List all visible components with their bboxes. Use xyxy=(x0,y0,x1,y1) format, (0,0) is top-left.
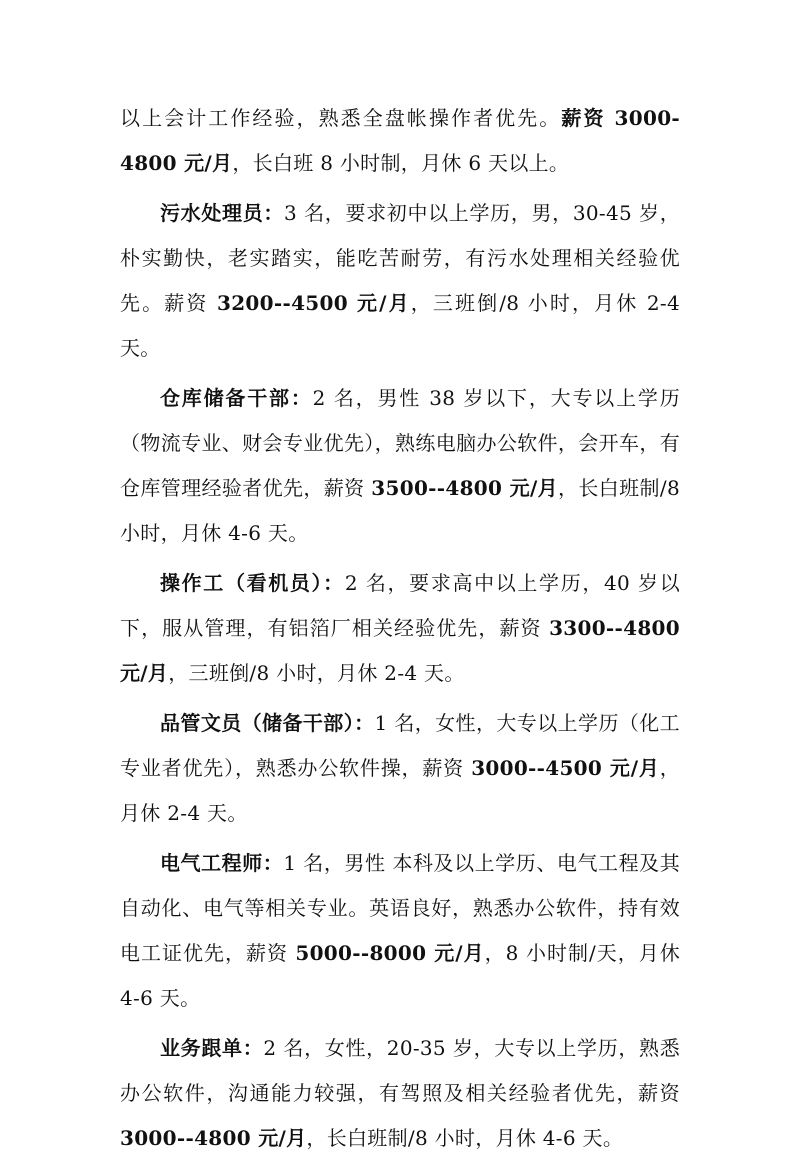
job-requirements: 1 名，女性，大专以上学历（化工专业者优先），熟悉办公软件操，薪资 xyxy=(120,711,680,780)
job-listing-body xyxy=(120,96,680,1166)
job-schedule: ，长白班制/8 小时，月休 4-6 天。 xyxy=(120,476,680,545)
job-schedule: ，三班倒/8 小时，月休 2-4 天。 xyxy=(120,291,681,360)
intro-paragraph xyxy=(120,96,680,186)
job-salary: 3300--4800 元/月 xyxy=(120,616,680,685)
job-title: 仓库储备干部： xyxy=(160,386,313,410)
job-salary: 3000--4500 元/月 xyxy=(471,756,660,780)
intro-salary: 薪资 3000-4800 元/月 xyxy=(120,106,681,175)
job-schedule: ，三班倒/8 小时，月休 2-4 天。 xyxy=(168,661,465,685)
job-salary: 3500--4800 元/月 xyxy=(371,476,559,500)
job-schedule: ，月休 2-4 天。 xyxy=(120,756,680,825)
job-schedule: ，8 小时制/天，月休 4-6 天。 xyxy=(120,941,681,1010)
job-salary: 3200--4500 元/月 xyxy=(217,291,411,315)
intro-text: 以上会计工作经验，熟悉全盘帐操作者优先。 xyxy=(120,106,562,130)
job-requirements: 2 名，要求高中以上学历，40 岁以下，服从管理，有铝箔厂相关经验优先，薪资 xyxy=(120,571,681,640)
job-title: 污水处理员： xyxy=(160,201,285,225)
job-qc-clerk xyxy=(120,701,680,836)
job-sewage-operator xyxy=(120,191,680,371)
job-requirements: 1 名，男性 本科及以上学历、电气工程及其自动化、电气等相关专业。英语良好，熟悉办公软件，持有效电工证优先，薪资 xyxy=(120,851,680,965)
job-requirements: 2 名，女性，20-35 岁，大专以上学历，熟悉办公软件，沟通能力较强，有驾照及相关经验者优先，薪资 xyxy=(120,1036,681,1105)
job-requirements: 3 名，要求初中以上学历，男，30-45 岁，朴实勤快，老实踏实，能吃苦耐劳，有污水处理相关经验优先。薪资 xyxy=(120,201,680,315)
job-machine-operator xyxy=(120,561,680,696)
job-salary: 3000--4800 元/月 xyxy=(120,1126,307,1150)
job-requirements: 2 名，男性 38 岁以下，大专以上学历（物流专业、财会专业优先），熟练电脑办公软件，会开车，有仓库管理经验者优先，薪资 xyxy=(120,386,680,500)
job-title: 业务跟单： xyxy=(160,1036,264,1060)
job-electrical-engineer xyxy=(120,841,680,1021)
job-salary: 5000--8000 元/月 xyxy=(295,941,485,965)
job-schedule: ，长白班制/8 小时，月休 4-6 天。 xyxy=(306,1126,624,1150)
job-order-follow-up xyxy=(120,1026,680,1161)
job-title: 电气工程师： xyxy=(160,851,284,875)
job-title: 操作工（看机员）： xyxy=(160,571,345,595)
job-title: 品管文员（储备干部）： xyxy=(160,711,375,735)
job-warehouse-reserve-cadre xyxy=(120,376,680,556)
intro-rest: ，长白班 8 小时制，月休 6 天以上。 xyxy=(232,151,570,175)
